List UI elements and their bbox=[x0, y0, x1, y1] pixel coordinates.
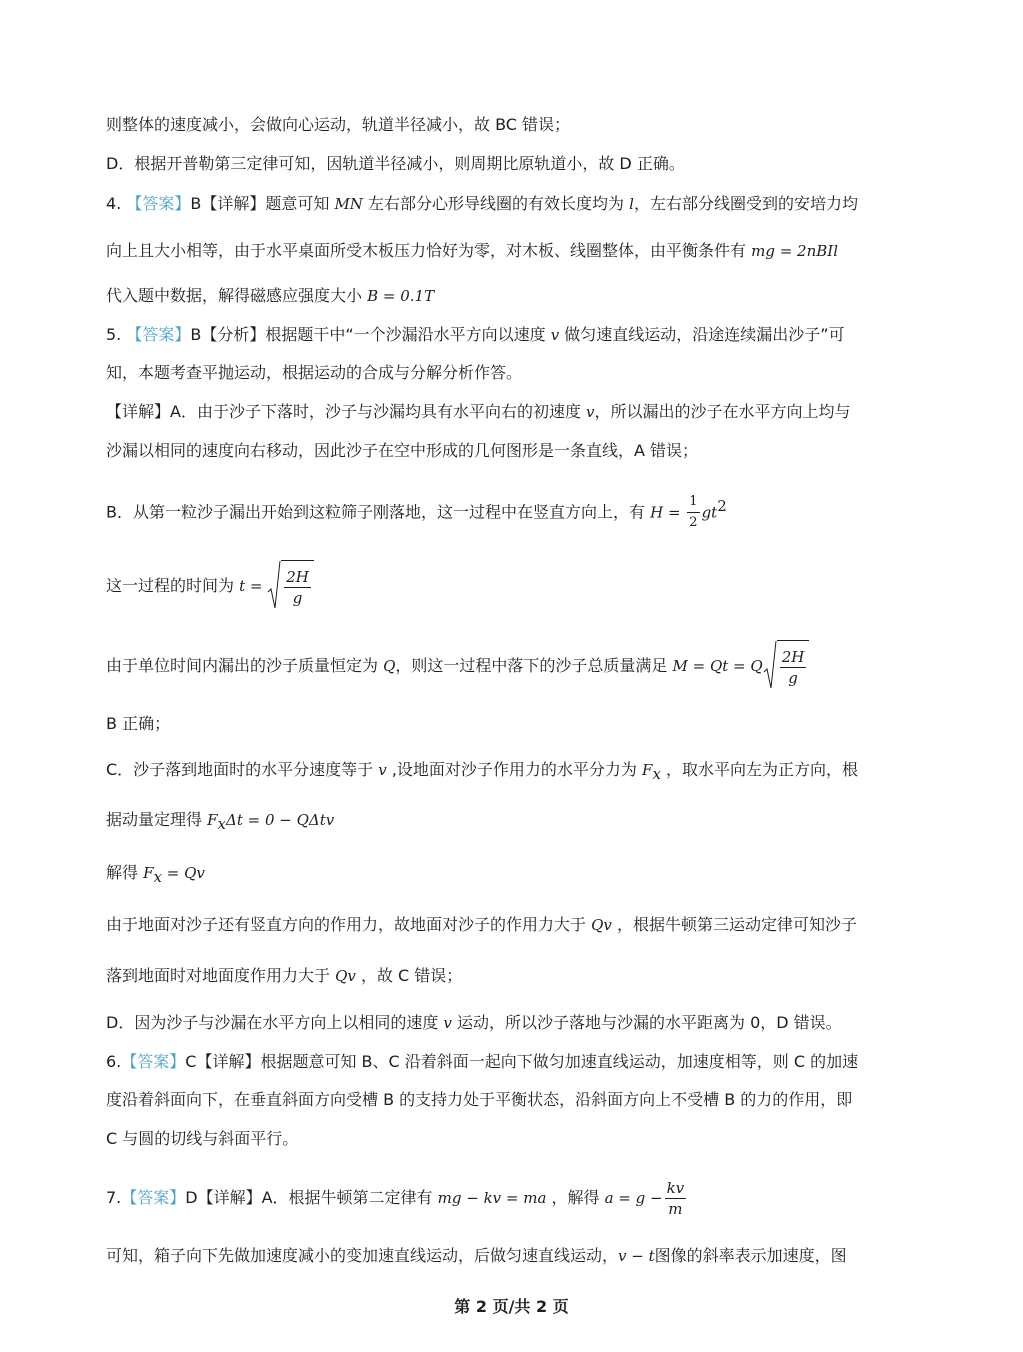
text: C．沙子落到地面时的水平分速度等于 bbox=[106, 760, 379, 779]
text: B【分析】根据题干中“一个沙漏沿水平方向以速度 bbox=[190, 325, 551, 344]
text: 图像的斜率表示加速度，图 bbox=[654, 1246, 847, 1265]
math: mg = 2nBIl bbox=[751, 242, 838, 260]
text-line bbox=[106, 914, 857, 936]
question-number: 7. bbox=[106, 1188, 122, 1207]
text: ，根据牛顿第三运动定律可知沙子 bbox=[611, 915, 857, 934]
math: mg − kv = ma bbox=[437, 1189, 547, 1207]
math: Qv bbox=[591, 916, 612, 934]
text-line: B 正确； bbox=[106, 714, 171, 733]
math: MN bbox=[334, 195, 363, 213]
text-line bbox=[106, 482, 727, 536]
answer-tag: 【答案】 bbox=[126, 325, 191, 344]
text: 据动量定理得 bbox=[106, 810, 208, 829]
text-line: C 与圆的切线与斜面平行。 bbox=[106, 1129, 299, 1148]
text-line bbox=[106, 1012, 842, 1034]
math: F bbox=[207, 811, 218, 829]
subscript: x bbox=[652, 765, 661, 784]
page-footer: 第 2 页/共 2 页 bbox=[454, 1297, 569, 1316]
math: v bbox=[378, 761, 387, 779]
text: 运动，所以沙子落地与沙漏的水平距离为 0，D 错误。 bbox=[451, 1013, 842, 1032]
text: D【详解】A．根据牛顿第二定律有 bbox=[185, 1188, 438, 1207]
math: F bbox=[642, 761, 653, 779]
text-line bbox=[106, 759, 858, 785]
text: 【详解】A．由于沙子下落时，沙子与沙漏均具有水平向右的初速度 bbox=[106, 402, 587, 421]
math: Δt = 0 − QΔtv bbox=[225, 811, 335, 829]
text: ，所以漏出的沙子在水平方向上均与 bbox=[594, 402, 851, 421]
text: 由于单位时间内漏出的沙子质量恒定为 bbox=[106, 656, 384, 675]
text: 向上且大小相等，由于水平桌面所受木板压力恰好为零，对木板、线圈整体，由平衡条件有 bbox=[106, 241, 747, 260]
text: 这一过程的时间为 bbox=[106, 576, 240, 595]
math: M = Qt = Q bbox=[672, 657, 763, 675]
text: 可知，箱子向下先做加速度减小的变加速直线运动，后做匀速直线运动， bbox=[106, 1246, 619, 1265]
math: v bbox=[550, 326, 560, 344]
fraction: $\frac{kv}{m}$ bbox=[666, 1179, 685, 1218]
math: t bbox=[239, 577, 246, 595]
text-line: 知，本题考查平抛运动，根据运动的合成与分解分析作答。 bbox=[106, 363, 523, 382]
text-line: 则整体的速度减小，会做向心运动，轨道半径减小，故 BC 错误； bbox=[106, 115, 571, 134]
question-number: 6. bbox=[106, 1052, 122, 1071]
question-4-line-3 bbox=[106, 285, 434, 307]
text-line: 度沿着斜面向下，在垂直斜面方向受槽 B 的支持力处于平衡状态，沿斜面方向上不受槽 B 的力的作用，即 bbox=[106, 1090, 853, 1109]
text-line: 这一过程的时间为 t = $\frac{2H}{g}$ bbox=[106, 560, 314, 613]
text: 由于地面对沙子还有竖直方向的作用力，故地面对沙子的作用力大于 bbox=[106, 915, 592, 934]
math: H bbox=[650, 503, 664, 522]
fraction: $\frac{1}{2}$ bbox=[689, 494, 698, 531]
text-line bbox=[106, 640, 809, 693]
text: 左右部分心形导线圈的有效长度均为 bbox=[362, 194, 630, 213]
subscript: x bbox=[153, 868, 162, 887]
superscript: 2 bbox=[717, 497, 727, 515]
answer-tag: 【答案】 bbox=[126, 194, 191, 213]
math: = bbox=[663, 503, 686, 522]
math: l bbox=[629, 195, 634, 213]
question-6-line-1 bbox=[106, 1051, 858, 1073]
question-number: 4. bbox=[106, 194, 127, 213]
text-line bbox=[106, 862, 205, 888]
text: 落到地面时对地面度作用力大于 bbox=[106, 966, 336, 985]
text-line: D．根据开普勒第三定律可知，因轨道半径减小，则周期比原轨道小，故 D 正确。 bbox=[106, 154, 685, 173]
text: ，解得 bbox=[546, 1188, 605, 1207]
math: gt bbox=[701, 503, 718, 522]
text-line bbox=[106, 1245, 847, 1267]
text: 解得 bbox=[106, 863, 144, 882]
text-line: 沙漏以相同的速度向右移动，因此沙子在空中形成的几何图形是一条直线，A 错误； bbox=[106, 441, 699, 460]
answer-tag: 【答案】 bbox=[121, 1188, 186, 1207]
text: ，故 C 错误； bbox=[355, 966, 463, 985]
question-number: 5. bbox=[106, 325, 127, 344]
text: 做匀速直线运动，沿途连续漏出沙子”可 bbox=[559, 325, 845, 344]
math: v bbox=[586, 403, 595, 421]
text: 代入题中数据，解得磁感应强度大小 bbox=[106, 286, 368, 305]
text: C【详解】根据题意可知 B、C 沿着斜面一起向下做匀加速直线运动，加速度相等，则 C 的加速 bbox=[185, 1052, 859, 1071]
question-5-line-1 bbox=[106, 324, 845, 346]
text: B【详解】题意可知 bbox=[190, 194, 335, 213]
math: = Qv bbox=[161, 864, 205, 882]
math: Qv bbox=[335, 967, 356, 985]
math: v bbox=[443, 1014, 452, 1032]
math: B = 0.1T bbox=[367, 287, 435, 305]
text: ，左右部分线圈受到的安培力均 bbox=[633, 194, 858, 213]
text: ，取水平向左为正方向，根 bbox=[660, 760, 858, 779]
math: v − t bbox=[618, 1247, 655, 1265]
question-7-line-1 bbox=[106, 1174, 688, 1222]
text: D．因为沙子与沙漏在水平方向上以相同的速度 bbox=[106, 1013, 444, 1032]
subscript: x bbox=[217, 815, 226, 834]
text-line bbox=[106, 965, 462, 987]
text-line bbox=[106, 401, 851, 423]
math: F bbox=[143, 864, 154, 882]
square-root: $\frac{2H}{g}$ bbox=[763, 640, 810, 693]
text: ，则这一过程中落下的沙子总质量满足 bbox=[395, 656, 673, 675]
text: B．从第一粒沙子漏出开始到这粒筛子刚落地，这一过程中在竖直方向上，有 bbox=[106, 502, 651, 522]
math: a = g − bbox=[604, 1189, 663, 1207]
question-4-line-1 bbox=[106, 193, 858, 215]
question-4-line-2 bbox=[106, 240, 838, 262]
answer-tag: 【答案】 bbox=[121, 1052, 186, 1071]
text-line bbox=[106, 809, 334, 835]
text: ,设地面对沙子作用力的水平分力为 bbox=[386, 760, 643, 779]
square-root: $\frac{2H}{g}$ bbox=[267, 560, 314, 613]
math: Q bbox=[383, 657, 396, 675]
